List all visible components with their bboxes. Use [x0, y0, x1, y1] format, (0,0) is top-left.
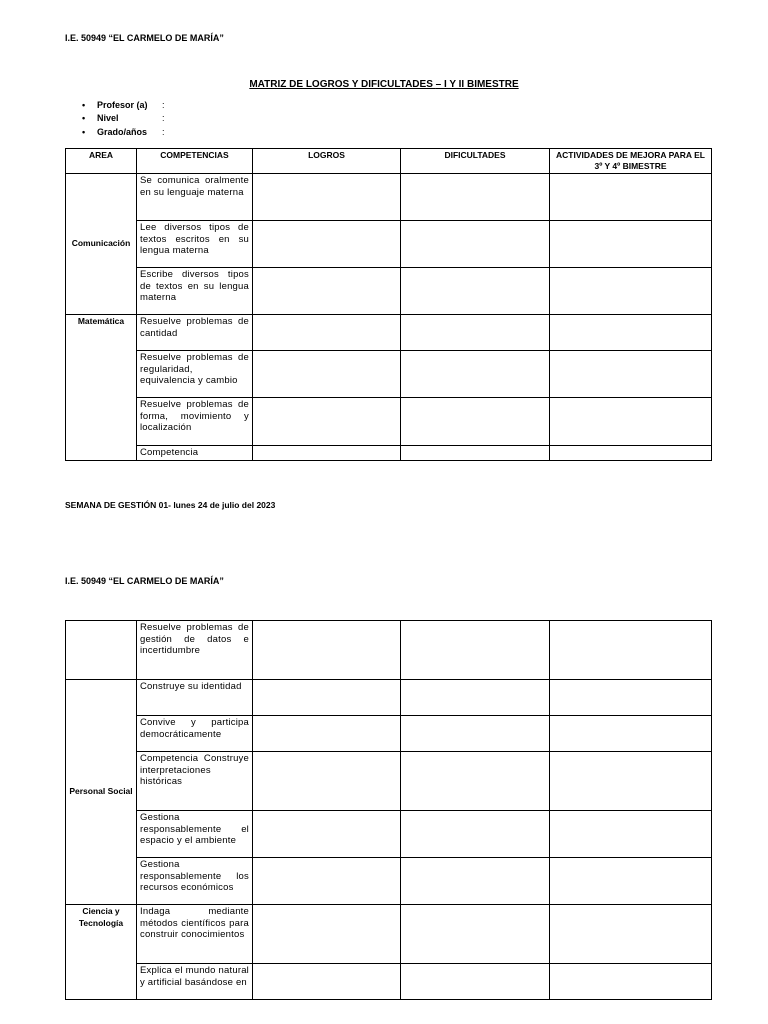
competencia-cell: Resuelve problemas de gestión de datos e incertidumbre — [137, 621, 253, 680]
table-row — [66, 811, 712, 858]
competencia-cell: Gestiona responsablemente los recursos económicos — [137, 858, 253, 905]
meta-value: : — [162, 100, 165, 110]
actividades-cell[interactable] — [550, 964, 712, 1000]
table-row — [66, 858, 712, 905]
meta-label: Grado/años — [97, 127, 148, 137]
dificultades-cell[interactable] — [401, 446, 550, 461]
bullet-icon: • — [82, 127, 86, 137]
actividades-cell[interactable] — [550, 174, 712, 221]
table-row — [66, 398, 712, 446]
dificultades-cell[interactable] — [401, 621, 550, 680]
dificultades-cell[interactable] — [401, 174, 550, 221]
logros-cell[interactable] — [253, 621, 401, 680]
competencia-cell: Se comunica oralmente en su lenguaje materna — [137, 174, 253, 221]
dificultades-cell[interactable] — [401, 398, 550, 446]
logros-cell[interactable] — [253, 174, 401, 221]
table-row — [66, 716, 712, 752]
meta-profesor — [82, 100, 165, 110]
page2-school-header: I.E. 50949 “EL CARMELO DE MARÍA” — [65, 576, 224, 586]
competencia-cell: Competencia — [137, 446, 253, 461]
table-row — [66, 315, 712, 351]
header-actividades-line1: ACTIVIDADES DE MEJORA PARA EL — [556, 150, 705, 160]
table-row — [66, 446, 712, 461]
competencia-cell: Competencia Construye interpretaciones históricas — [137, 752, 253, 811]
dificultades-cell[interactable] — [401, 811, 550, 858]
title-main: MATRIZ DE LOGROS Y DIFICULTADES — [249, 79, 436, 90]
logros-cell[interactable] — [253, 905, 401, 964]
area-empty — [66, 621, 137, 680]
actividades-cell[interactable] — [550, 621, 712, 680]
dificultades-cell[interactable] — [401, 905, 550, 964]
competencia-cell: Explica el mundo natural y artificial basándose en — [137, 964, 253, 1000]
actividades-cell[interactable] — [550, 446, 712, 461]
meta-value: : — [162, 113, 165, 123]
dificultades-cell[interactable] — [401, 268, 550, 315]
table-row — [66, 905, 712, 964]
actividades-cell[interactable] — [550, 268, 712, 315]
table-row — [66, 351, 712, 398]
header-logros: LOGROS — [253, 149, 401, 174]
header-actividades — [550, 149, 712, 174]
header-competencias: COMPETENCIAS — [137, 149, 253, 174]
table-row — [66, 964, 712, 1000]
header-area: AREA — [66, 149, 137, 174]
actividades-cell[interactable] — [550, 858, 712, 905]
achievements-table-continued — [65, 620, 712, 1000]
logros-cell[interactable] — [253, 315, 401, 351]
logros-cell[interactable] — [253, 752, 401, 811]
dificultades-cell[interactable] — [401, 752, 550, 811]
school-header: I.E. 50949 “EL CARMELO DE MARÍA” — [65, 33, 224, 43]
dificultades-cell[interactable] — [401, 858, 550, 905]
dificultades-cell[interactable] — [401, 964, 550, 1000]
logros-cell[interactable] — [253, 858, 401, 905]
dificultades-cell[interactable] — [401, 680, 550, 716]
actividades-cell[interactable] — [550, 716, 712, 752]
table-row — [66, 621, 712, 680]
meta-label: Nivel — [97, 113, 119, 123]
logros-cell[interactable] — [253, 964, 401, 1000]
area-ciencia-tecnologia: Ciencia y Tecnología — [66, 905, 137, 1000]
table-row — [66, 268, 712, 315]
logros-cell[interactable] — [253, 398, 401, 446]
actividades-cell[interactable] — [550, 752, 712, 811]
competencia-cell: Construye su identidad — [137, 680, 253, 716]
bullet-icon: • — [82, 113, 86, 123]
logros-cell[interactable] — [253, 268, 401, 315]
table-row — [66, 174, 712, 221]
actividades-cell[interactable] — [550, 221, 712, 268]
table-row — [66, 221, 712, 268]
meta-nivel — [82, 113, 165, 123]
actividades-cell[interactable] — [550, 811, 712, 858]
logros-cell[interactable] — [253, 221, 401, 268]
achievements-table — [65, 148, 712, 461]
competencia-cell: Resuelve problemas de regularidad, equivalencia y cambio — [137, 351, 253, 398]
actividades-cell[interactable] — [550, 398, 712, 446]
actividades-cell[interactable] — [550, 680, 712, 716]
bullet-icon: • — [82, 100, 86, 110]
competencia-cell: Indaga mediante métodos científicos para construir conocimientos — [137, 905, 253, 964]
competencia-cell: Escribe diversos tipos de textos en su lengua materna — [137, 268, 253, 315]
dificultades-cell[interactable] — [401, 351, 550, 398]
logros-cell[interactable] — [253, 811, 401, 858]
semana-gestion: SEMANA DE GESTIÓN 01- lunes 24 de julio del 2023 — [65, 500, 276, 510]
competencia-cell: Gestiona responsablemente el espacio y el ambiente — [137, 811, 253, 858]
area-comunicacion: Comunicación — [66, 174, 137, 315]
dificultades-cell[interactable] — [401, 315, 550, 351]
actividades-cell[interactable] — [550, 905, 712, 964]
table-row — [66, 752, 712, 811]
competencia-cell: Resuelve problemas de cantidad — [137, 315, 253, 351]
title-dash: – — [435, 79, 444, 90]
title-suffix: I Y II BIMESTRE — [444, 79, 519, 90]
meta-grado — [82, 127, 165, 137]
actividades-cell[interactable] — [550, 351, 712, 398]
document-title — [0, 79, 768, 90]
logros-cell[interactable] — [253, 716, 401, 752]
dificultades-cell[interactable] — [401, 221, 550, 268]
logros-cell[interactable] — [253, 446, 401, 461]
area-personal-social: Personal Social — [66, 680, 137, 905]
actividades-cell[interactable] — [550, 315, 712, 351]
dificultades-cell[interactable] — [401, 716, 550, 752]
logros-cell[interactable] — [253, 680, 401, 716]
competencia-cell: Convive y participa democráticamente — [137, 716, 253, 752]
header-dificultades: DIFICULTADES — [401, 149, 550, 174]
header-actividades-line2: 3º Y 4º BIMESTRE — [594, 161, 667, 171]
table-header-row — [66, 149, 712, 174]
logros-cell[interactable] — [253, 351, 401, 398]
meta-label: Profesor (a) — [97, 100, 148, 110]
area-matematica: Matemática — [66, 315, 137, 461]
table-row — [66, 680, 712, 716]
competencia-cell: Lee diversos tipos de textos escritos en su lengua materna — [137, 221, 253, 268]
meta-value: : — [162, 127, 165, 137]
competencia-cell: Resuelve problemas de forma, movimiento y localización — [137, 398, 253, 446]
